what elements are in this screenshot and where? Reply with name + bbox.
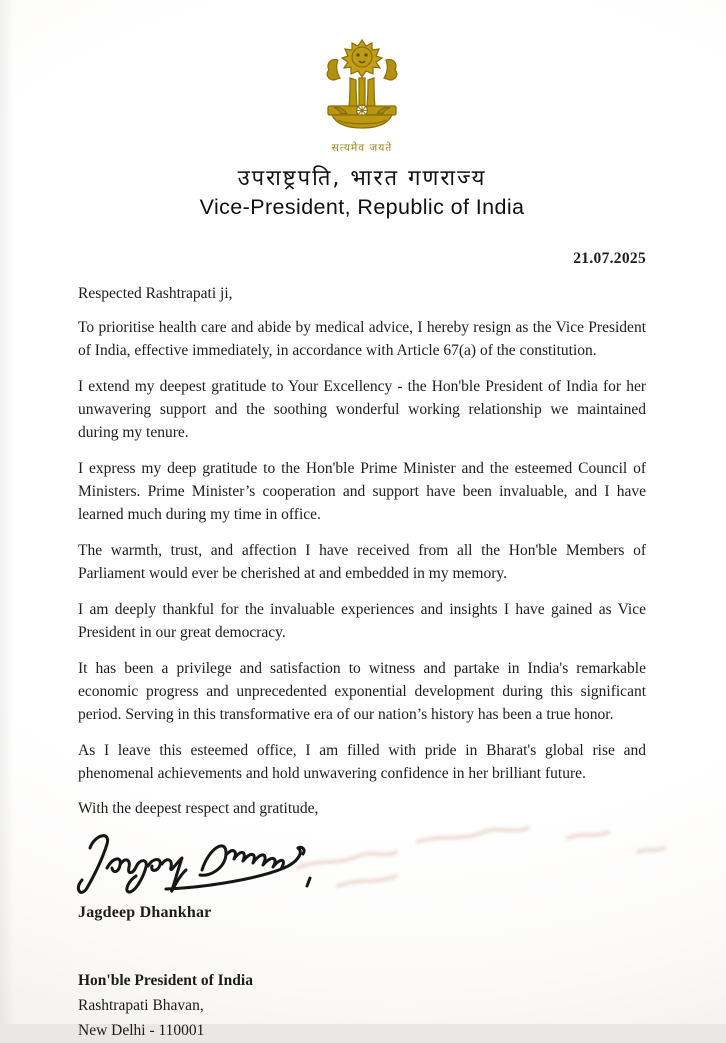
ink-bleed-through-marks [278, 808, 698, 898]
recipient-address-line: Rashtrapati Bhavan, [78, 997, 204, 1014]
signature-area [78, 826, 646, 900]
india-state-emblem-icon [316, 34, 408, 143]
closing-line: With the deepest respect and gratitude, [78, 800, 319, 817]
paragraph-farewell: As I leave this esteemed office, I am filled with pride in Bharat's global rise and phenomenal achievements and hold unwavering confidence in her brilliant future. [78, 742, 646, 782]
handwritten-signature-icon [74, 826, 324, 900]
paragraph-thankful: I am deeply thankful for the invaluable experiences and insights I have gained as Vice President in our great democracy. [78, 601, 646, 641]
recipient-city-line: New Delhi - 110001 [78, 1022, 205, 1039]
paragraph-gratitude-president: I extend my deepest gratitude to Your Excellency - the Hon'ble President of India for her unwavering support and the soothing wonderful working relationship we maintained during my tenure. [78, 378, 646, 441]
recipient-title: Hon'ble President of India [78, 972, 253, 989]
paragraph-resignation: To prioritise health care and abide by medical advice, I hereby resign as the Vice President of India, effective immediately, in accordance with Article 67(a) of the constitution. [78, 319, 646, 359]
signatory-name: Jagdeep Dhankhar [78, 904, 212, 921]
letter-body [78, 316, 646, 785]
letterhead [78, 34, 646, 220]
salutation: Respected Rashtrapati ji, [78, 285, 233, 302]
office-title-english: Vice-President, Republic of India [199, 195, 525, 219]
letter-date: 21.07.2025 [573, 250, 646, 267]
paragraph-gratitude-pm: I express my deep gratitude to the Hon'ble Prime Minister and the esteemed Council of Ministers. Prime Minister’s cooperation and support have been invaluable, and I have learned much during my time in office. [78, 460, 646, 523]
office-title-hindi: उपराष्ट्रपति, भारत गणराज्य [237, 166, 487, 191]
paragraph-parliament: The warmth, trust, and affection I have received from all the Hon'ble Members of Parliament would ever be cherished at and embedded in my memory. [78, 542, 646, 582]
paragraph-privilege: It has been a privilege and satisfaction to witness and partake in India's remarkable economic progress and unprecedented exponential development during this significant period. Serving in this transformative era of our nation’s history has been a true honor. [78, 660, 646, 723]
recipient-address-block [78, 968, 646, 1043]
scan-edge-shadow [0, 0, 14, 1024]
emblem-motto: सत्यमेव जयते [331, 142, 393, 154]
